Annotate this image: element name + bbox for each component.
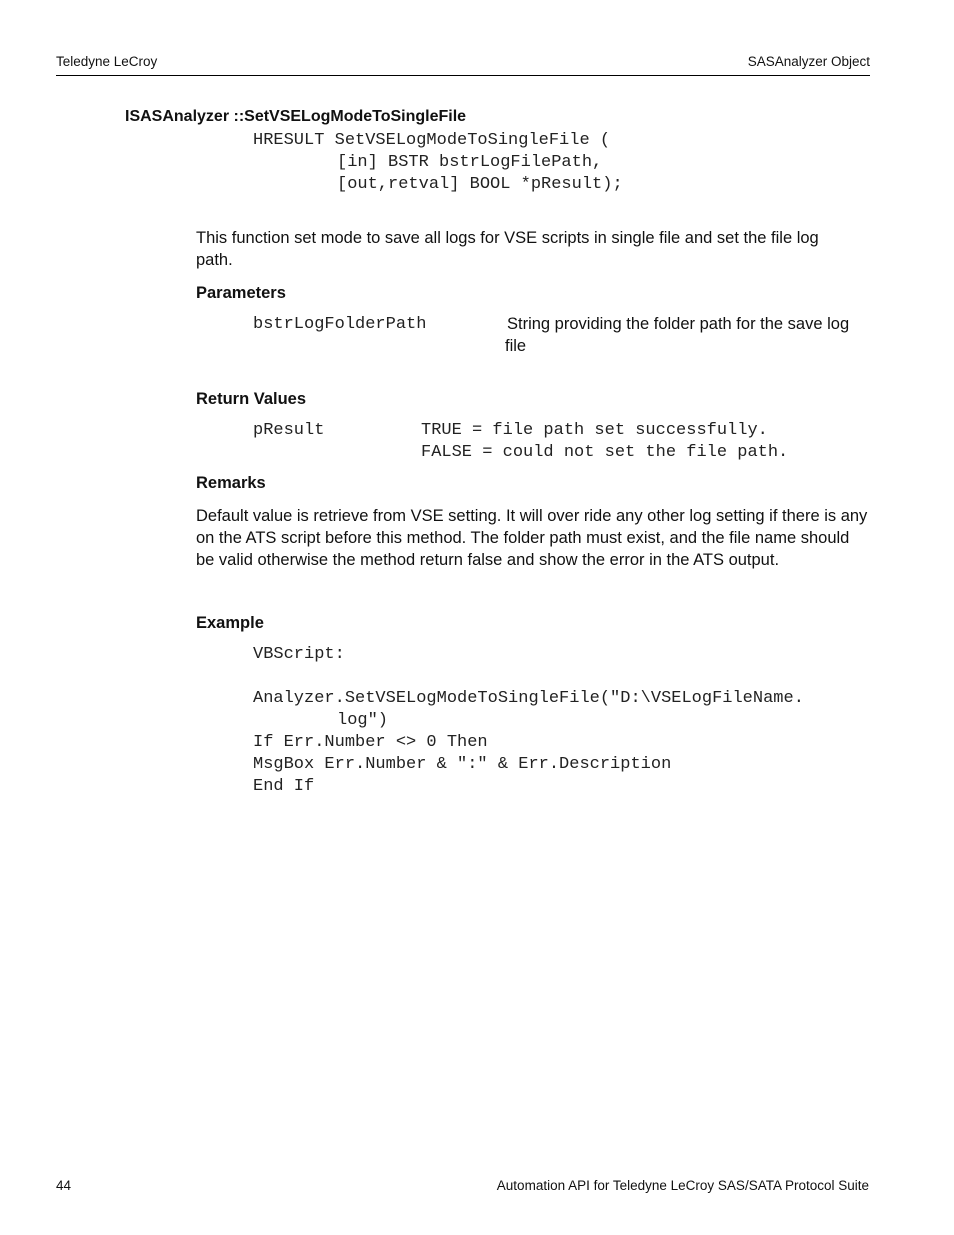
parameter-desc-line-1: String providing the folder path for the save log <box>507 315 850 333</box>
parameter-desc-line-2: file <box>505 337 527 355</box>
footer-title: Automation API for Teledyne LeCroy SAS/SATA Protocol Suite <box>496 1178 869 1193</box>
remarks-text: Default value is retrieve from VSE setting. It will over ride any other log setting if there is any on the ATS script before this method. The folder path must exist, and the file name should be valid otherwise the method return false and show the error in the ATS output. <box>196 507 868 569</box>
return-values-heading: Return Values <box>196 390 307 408</box>
parameters-heading: Parameters <box>196 284 286 302</box>
remarks-heading: Remarks <box>196 474 266 492</box>
parameter-name: bstrLogFolderPath <box>253 315 427 334</box>
description: This function set mode to save all logs for VSE scripts in single file and set the file log path. <box>196 229 819 269</box>
example-heading: Example <box>196 614 264 632</box>
header-rule <box>56 75 870 76</box>
return-value-name: pResult <box>253 421 325 440</box>
header-right: SASAnalyzer Object <box>747 54 870 69</box>
signature-line-2: [in] BSTR bstrLogFilePath, <box>337 153 603 172</box>
signature-line-3: [out,retval] BOOL *pResult); <box>337 175 623 194</box>
example-line-1: VBScript: <box>253 645 345 664</box>
signature-line-1: HRESULT SetVSELogModeToSingleFile ( <box>253 131 611 150</box>
header-left: Teledyne LeCroy <box>56 54 158 69</box>
example-line-2: Analyzer.SetVSELogModeToSingleFile("D:\VSELogFileName. <box>253 689 804 708</box>
example-line-3: log") <box>337 711 389 730</box>
footer-page-number: 44 <box>56 1178 72 1193</box>
section-title: ISASAnalyzer ::SetVSELogModeToSingleFile <box>125 108 467 125</box>
example-line-6: End If <box>253 777 315 796</box>
return-value-line-1: TRUE = file path set successfully. <box>421 421 768 440</box>
return-value-line-2: FALSE = could not set the file path. <box>421 443 789 462</box>
example-line-4: If Err.Number <> 0 Then <box>253 733 488 752</box>
example-line-5: MsgBox Err.Number & ":" & Err.Description <box>253 755 672 774</box>
